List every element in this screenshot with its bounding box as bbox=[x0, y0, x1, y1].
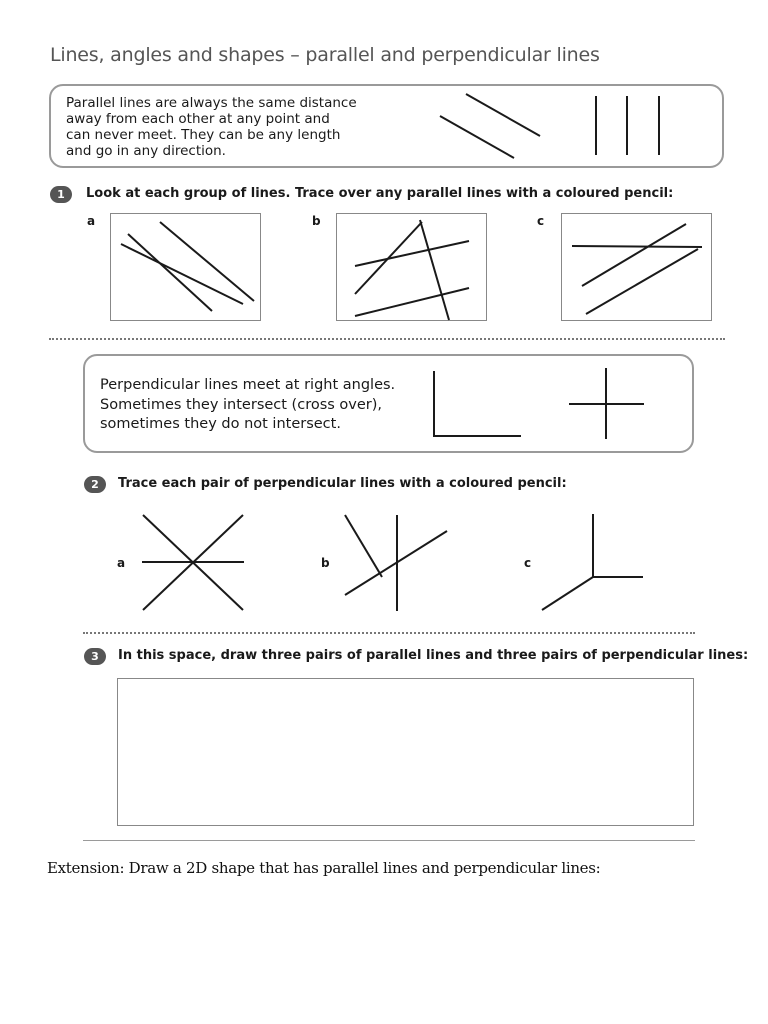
q1b-lines bbox=[337, 214, 488, 322]
drawing-area[interactable] bbox=[117, 678, 694, 826]
q1c-line-group[interactable] bbox=[561, 213, 712, 321]
q2-line-pairs[interactable] bbox=[0, 500, 768, 620]
q1-label-b: b bbox=[312, 214, 321, 228]
extension-task: Extension: Draw a 2D shape that has parallel lines and perpendicular lines: bbox=[47, 859, 601, 877]
section-divider-2 bbox=[83, 632, 695, 634]
perpendicular-info-line-3: sometimes they do not intersect. bbox=[100, 416, 341, 432]
perpendicular-example-illustration bbox=[0, 340, 768, 460]
question-2-number: 2 bbox=[84, 476, 106, 493]
q1a-lines bbox=[111, 214, 262, 322]
question-3-number: 3 bbox=[84, 648, 106, 665]
parallel-info-line-3: can never meet. They can be any length bbox=[66, 127, 341, 143]
section-divider-3 bbox=[83, 840, 695, 841]
q1c-lines bbox=[562, 214, 713, 322]
parallel-info-line-1: Parallel lines are always the same distance bbox=[66, 95, 357, 111]
question-1-number: 1 bbox=[50, 186, 72, 203]
q2-label-b: b bbox=[321, 556, 330, 570]
question-2-text: Trace each pair of perpendicular lines with a coloured pencil: bbox=[118, 476, 567, 491]
parallel-info-line-4: and go in any direction. bbox=[66, 143, 226, 159]
question-1-text: Look at each group of lines. Trace over any parallel lines with a coloured pencil: bbox=[86, 186, 674, 201]
q1-label-c: c bbox=[537, 214, 545, 228]
q2-label-c: c bbox=[524, 556, 532, 570]
perpendicular-info-line-1: Perpendicular lines meet at right angles. bbox=[100, 377, 396, 393]
q2-label-a: a bbox=[117, 556, 126, 570]
q1-label-a: a bbox=[87, 214, 96, 228]
page-title: Lines, angles and shapes – parallel and perpendicular lines bbox=[50, 44, 600, 66]
parallel-info-line-2: away from each other at any point and bbox=[66, 111, 330, 127]
perpendicular-info-line-2: Sometimes they intersect (cross over), bbox=[100, 396, 383, 413]
q1a-line-group[interactable] bbox=[110, 213, 261, 321]
q1b-line-group[interactable] bbox=[336, 213, 487, 321]
question-3-text: In this space, draw three pairs of parallel lines and three pairs of perpendicular lines: bbox=[118, 648, 749, 663]
parallel-example-illustration bbox=[0, 0, 768, 200]
